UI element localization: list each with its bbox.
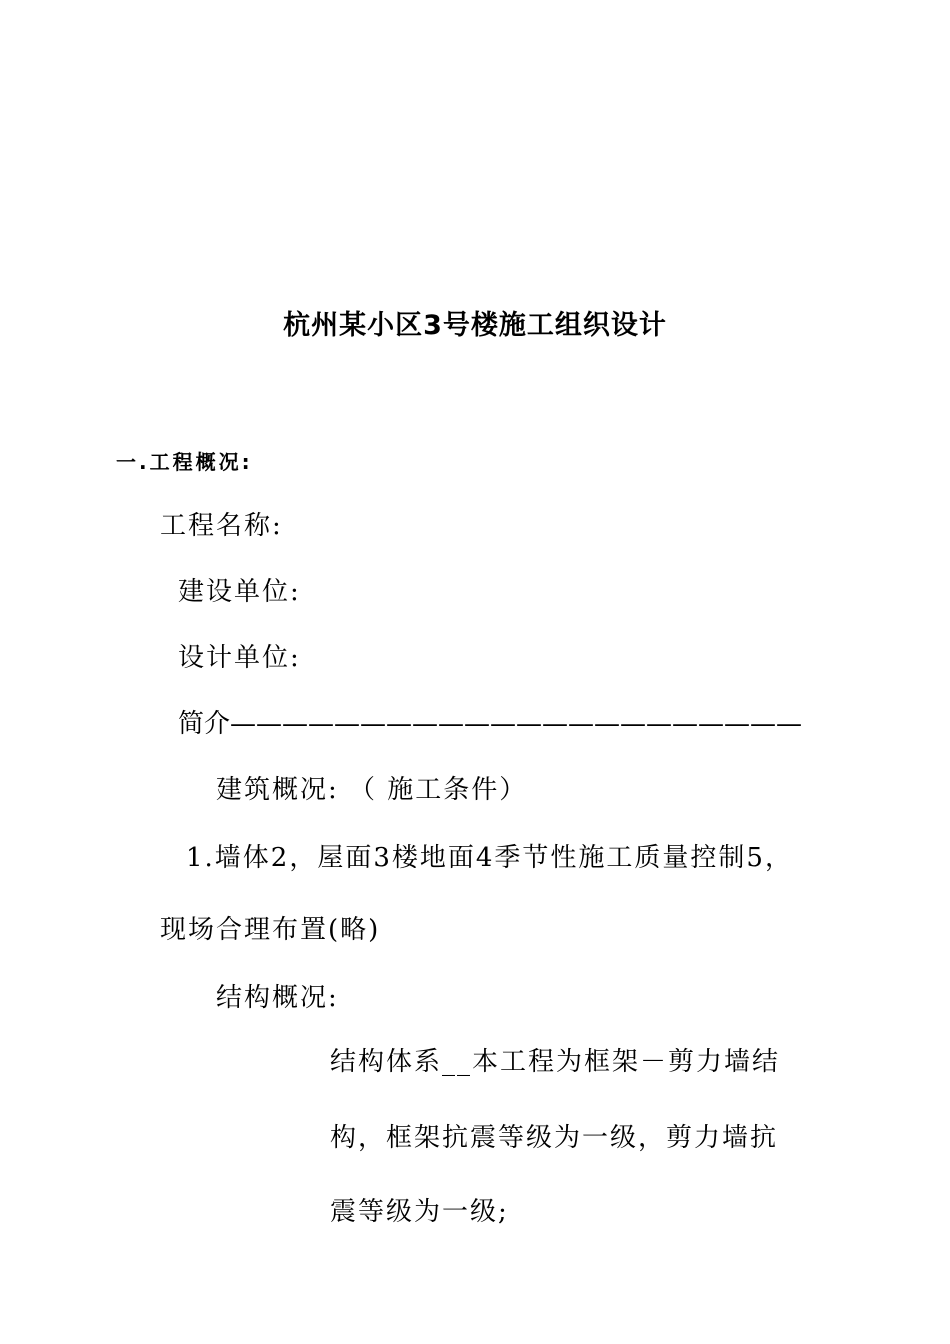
document-title: 杭州某小区3号楼施工组织设计 <box>283 310 667 341</box>
introduction-line: 简介—————————————————————— <box>178 709 803 739</box>
construction-items-line: 1.墙体2，屋面3楼地面4季节性施工质量控制5， <box>186 843 793 873</box>
structure-overview-line: 结构概况: <box>216 983 339 1013</box>
building-overview-line: 建筑概况: （ 施工条件） <box>216 775 528 805</box>
site-layout-line: 现场合理布置(略) <box>160 915 381 945</box>
project-name-label: 工程名称: <box>160 511 283 541</box>
structure-system-line-3: 震等级为一级; <box>330 1197 509 1227</box>
structure-system-line-1: 结构体系__本工程为框架－剪力墙结 <box>330 1047 781 1077</box>
structure-system-line-2: 构，框架抗震等级为一级，剪力墙抗 <box>330 1123 779 1153</box>
design-unit-label: 设计单位: <box>178 643 301 673</box>
owner-unit-label: 建设单位: <box>178 577 301 607</box>
section-heading: 一.工程概况: <box>116 450 253 474</box>
